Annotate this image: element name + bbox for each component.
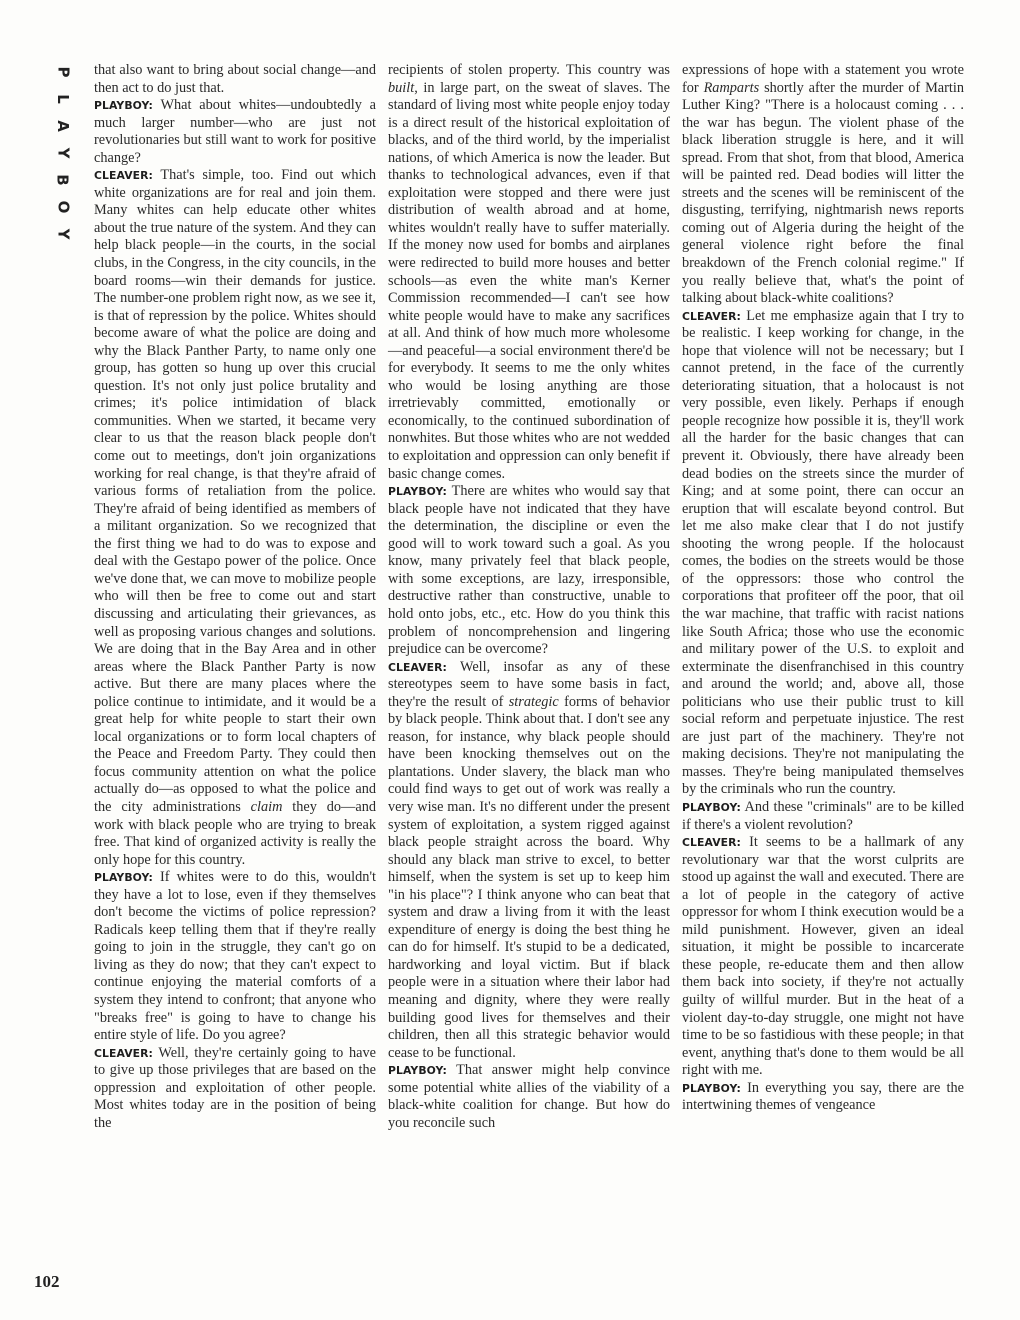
paragraph-text: It seems to be a hallmark of any revolutionary war that the worst culprits are stood up against the wall and executed. There are a lot of people in the category of active oppressor for whom I think execution would be a mild punishment. However, given an ideal situation, it might be possible to incarcerate these people, re-educate them and then allow them back into society, if they're not actually guilty of willful murder. But in the heat of a violent day-to-day struggle, one might not have time to be so fastidious with these people; in that event, anything that's done to them would be all right with me. (682, 834, 964, 1079)
page-number: 102 (34, 1272, 60, 1291)
speaker-label: PLAYBOY: (388, 1064, 447, 1078)
paragraph (94, 62, 376, 97)
speaker-label: PLAYBOY: (682, 1081, 741, 1095)
paragraph (388, 62, 670, 483)
speaker-label: PLAYBOY: (682, 800, 741, 814)
speaker-label: CLEAVER: (682, 836, 741, 850)
paragraph-text: And these "criminals" are to be killed if there's a violent revolution? (682, 798, 964, 833)
side-label-letter: L (54, 94, 72, 104)
paragraph (94, 869, 376, 1044)
paragraph-text: If whites were to do this, wouldn't they have a lot to lose, even if they themselves don't become the victims of police repression? Radicals keep telling them that if they're really going to join in the struggle, they can't go on living as they do now; that they can't expect to continue enjoying the material comforts of a system they intend to confront; that anyone who "breaks free" is going to have to change his entire style of life. Do you agree? (94, 869, 376, 1044)
paragraph-text: Let me emphasize again that I try to be realistic. I keep working for change, in the hope that violence will not be necessary; but I cannot pretend, in the face of the currently deteriorating situation, that a holocaust is not very possible, even likely. Perhaps if enough people recognize how possible it is, they'll work all the harder for the basic changes that can prevent it. Obviously, there have already been dead bodies on the streets since the murder of King; and at some point, there can occur an eruption that will escalate beyond control. But let me also make clear that I do not justify shooting the wrong people. If the holocaust comes, the bodies on the streets would be those of the oppressors: those who control the corporations that profiteer off the poor, that oil the war machine, that traffic with racist nations like South Africa; those who use the economic and military power of the U.S. to exploit and exterminate the disenfranchised in this country and around the world; and, above all, those politicians who use their public trust to kill social reform and perpetuate injustice. The rest are just part of the machinery. They're not making decisions. They're not manipulating the masses. They're being manipulated themselves by the criminals who run the country. (682, 307, 964, 798)
side-label-letter: O (53, 200, 72, 214)
paragraph-text: That's simple, too. Find out which white organizations are for real and join them. Many whites can help educate other whites about the true nature of the system. And they can help black people—in the courts, in the social clubs, in the Congress, in the city councils, in the board rooms—win their demands for justice. The number-one problem right now, as we see it, is that of repression by the police. Whites should become aware of what the police are doing and why the Black Panther Party, to name only one group, has gotten so hung up over this crucial question. It's not only just police brutality and crimes; it's police intimidation of black communities. When we started, it became very clear to us that the reason black people don't come out to meetings, don't join organizations working for real change, is that they're afraid of various forms of retaliation from the police. They're afraid of being identified as members of a militant organization. So we recognized that the first thing we had to do was to expose and deal with the Gestapo power of the police. Once we've done that, we can move to mobilize people who will then be free to come out and start discussing and articulating their grievances, as well as proposing various changes and solutions. We are doing that in the Bay Area and in other areas where the Black Panther Party is now active. But there are many places where the police continue to intimidate, and it would be a great help for white people to start their own local organizations or to form local chapters of the Peace and Freedom Party. They could then focus community attention on what the police actually do—as opposed to what the police and the city administrations claim they do—and work with black people who are trying to break free. That kind of organized activity is really the only hope for this country. (94, 167, 376, 868)
side-label-letter: Y (54, 228, 72, 240)
speaker-label: CLEAVER: (388, 660, 447, 674)
text-column-2 (388, 62, 670, 1132)
paragraph (682, 308, 964, 799)
paragraph (682, 62, 964, 308)
paragraph (682, 834, 964, 1080)
paragraph-text: that also want to bring about social change—and then act to do just that. (94, 62, 376, 96)
paragraph (388, 659, 670, 1063)
speaker-label: PLAYBOY: (388, 485, 447, 499)
paragraph-text: expressions of hope with a statement you wrote for Ramparts shortly after the murder of Martin Luther King? "There is a holocaust coming . . . the war has begun. The violent phase of the black liberation struggle is here, and it will spread. From that shot, from that blood, America will be painted red. Dead bodies will litter the streets and the scenes will be reminiscent of the disgusting, terrifying, nightmarish news reports coming out of Algeria during the height of the general violence right before the final breakdown of the French colonial regime." If you really believe that, what's the point of talking about black-white coalitions? (682, 62, 964, 307)
paragraph (682, 799, 964, 834)
paragraph-text: There are whites who would say that black people have not indicated that they have the determination, the discipline or even the good will to work toward such a goal. As you know, many privately feel that black people, with some exceptions, are lazy, irresponsible, destructive rather than constructive, unable to hold onto jobs, etc., etc. How do you think this problem of noncomprehension and lingering prejudice can be overcome? (388, 483, 670, 658)
speaker-label: PLAYBOY: (94, 99, 153, 113)
paragraph (388, 483, 670, 658)
paragraph (94, 1045, 376, 1133)
side-label-letter: P (54, 66, 72, 78)
paragraph-text: In everything you say, there are the intertwining themes of vengeance (682, 1079, 965, 1114)
speaker-label: CLEAVER: (94, 169, 153, 183)
speaker-label: CLEAVER: (682, 309, 741, 323)
speaker-label: PLAYBOY: (94, 871, 153, 885)
speaker-label: CLEAVER: (94, 1046, 153, 1060)
text-column-1 (94, 62, 376, 1132)
paragraph (94, 167, 376, 869)
paragraph (682, 1080, 964, 1115)
side-label (52, 64, 74, 242)
paragraph (388, 1062, 670, 1132)
paragraph-text: That answer might help convince some potential white allies of the viability of a black-white coalition for change. But how do you reconcile such (388, 1062, 670, 1131)
text-column-3 (682, 62, 964, 1115)
side-label-letter: B (54, 174, 72, 186)
side-label-letter: A (53, 120, 72, 132)
paragraph-text: What about whites—undoubtedly a much larger number—who are just not revolutionaries but still want to work for positive change? (94, 97, 376, 166)
side-label-letter: Y (54, 147, 72, 159)
paragraph-text: recipients of stolen property. This country was built, in large part, on the sweat of slaves. The standard of living most white people enjoy today is a direct result of the historical exploitation of blacks, and of the third world, by the imperialist nations, of which America is now the leader. But thanks to technological advances, even if that exploitation were stopped and there were just distribution of wealth abroad and at home, whites wouldn't really have to suffer materially. If the money now used for bombs and airplanes were redirected to build more houses and better schools—as even the white man's Kerner Commission recommended—I can't see how white people would have to make any sacrifices at all. And think of how much more wholesome—and peaceful—a social environment there'd be for everybody. It seems to me the only whites who would be losing anything are those irretrievably committed, emotionally or economically, to the continued subordination of nonwhites. But those whites who are not wedded to exploitation and oppression can only benefit if basic change comes. (388, 62, 670, 482)
paragraph-text: Well, insofar as any of these stereotypes seem to have some basis in fact, they're the result of strategic forms of behavior by black people. Think about that. I don't see any reason, for instance, why black people should have been knocking themselves out on the plantations. Under slavery, the black man who could find ways to get out of work was really a very wise man. It's no different under the present system of exploitation, a system rigged against black people straight across the board. Why should any black man strive to excel, to better himself, when the system is set up to keep him "in his place"? I think anyone who can beat that system and draw a living from it with the least expenditure of energy is doing the best thing he can do for himself. It's stupid to be a dedicated, hardworking and loyal victim. But if black people were in a situation where their labor had meaning and dignity, where they were really building good lives for themselves and their children, then all this strategic behavior would cease to be functional. (388, 658, 671, 1061)
paragraph (94, 97, 376, 167)
paragraph-text: Well, they're certainly going to have to give up those privileges that are based on the oppression and exploitation of other people. Most whites today are in the position of being the (94, 1044, 376, 1131)
